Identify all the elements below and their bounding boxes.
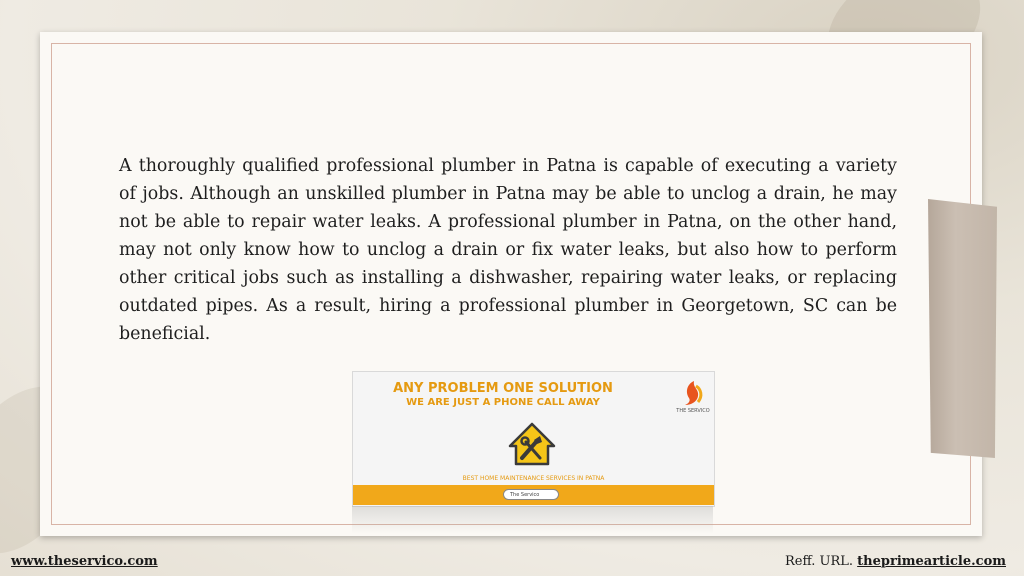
content-card [40,32,982,536]
footer-reference [785,554,1006,569]
banner-bottom-strip [353,485,714,505]
logo-text: THE SERVICO [676,408,710,414]
banner-search-pill[interactable]: The Servico [503,489,559,500]
footer-ref-label: Reff. URL. [784,554,854,569]
banner-subheadline: WE ARE JUST A PHONE CALL AWAY [406,397,600,408]
promo-banner[interactable] [352,371,715,507]
body-paragraph: A thoroughly qualified professional plumber in Patna is capable of executing a variety of jobs. Although an unskilled plumber in Patna may be able to unclog a drain, he may not be able to repair water leaks. A professional plumber in Patna, on the other hand, may not only know how to unclog a drain or fix water leaks, but also how to perform other critical jobs such as installing a dishwasher, repairing water leaks, or replacing outdated pipes. As a result, hiring a professional plumber in Georgetown, SC can be beneficial. [119,156,897,344]
banner-headline: ANY PROBLEM ONE SOLUTION [393,381,613,396]
banner-tagline: BEST HOME MAINTENANCE SERVICES IN PATNA [462,475,605,482]
footer-ref-link[interactable]: theprimearticle.com [857,554,1006,569]
footer-site-link[interactable]: www.theservico.com [11,554,158,569]
house-tools-icon [506,418,558,470]
decorative-paper-tab [928,199,997,458]
servico-logo-icon [679,378,709,408]
banner-reflection [352,506,713,534]
